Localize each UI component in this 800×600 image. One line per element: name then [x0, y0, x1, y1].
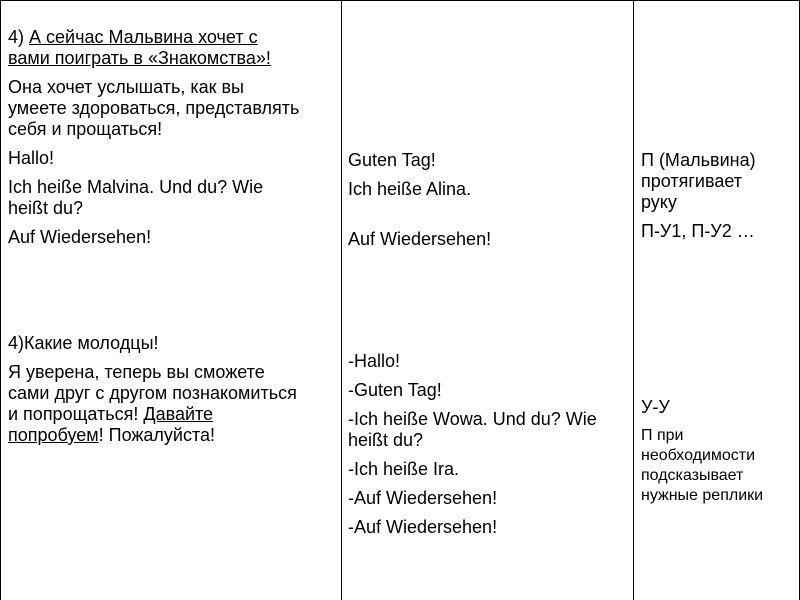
teacher-instruction: Она хочет услышать, как вы умеете здороваться, представлять себя и прощаться! — [8, 77, 300, 139]
student-greeting: Guten Tag! — [348, 150, 436, 170]
interaction-note-block-1 — [641, 150, 796, 242]
table-top-border — [0, 0, 800, 1]
teacher-prompt-note: П при необходимости подсказывает нужные реплики — [641, 427, 764, 504]
pair-practice-instruction — [8, 362, 338, 446]
game-intro-title: А сейчас Мальвина хочет с вами поиграть в «Знакомства»! — [8, 27, 271, 68]
table-left-border — [0, 0, 1, 600]
farewell-line: Auf Wiedersehen! — [8, 227, 152, 247]
dialogue-line: -Auf Wiedersehen! — [348, 488, 498, 508]
introduction-line: Ich heiße Malvina. Und du? Wie heißt du? — [8, 177, 264, 218]
teacher-speech-block-2 — [8, 333, 338, 446]
student-response-block-1 — [348, 150, 630, 250]
dialogue-line: -Guten Tag! — [348, 380, 442, 400]
column-divider-1 — [341, 0, 342, 600]
greeting-line: Hallo! — [8, 148, 55, 168]
dialogue-line: -Auf Wiedersehen! — [348, 517, 498, 537]
interaction-mode-note: У-У — [641, 397, 670, 417]
interaction-note-block-2 — [641, 397, 796, 506]
instruction-text: Я уверена, теперь вы сможете сами друг с другом познакомиться и попрощаться! — [8, 362, 297, 424]
praise-line: 4)Какие молодцы! — [8, 333, 159, 353]
step-number: 4) — [8, 27, 30, 47]
instruction-underlined: Давайте попробуем — [8, 404, 214, 445]
dialogue-line: -Ich heiße Ira. — [348, 459, 460, 479]
teacher-speech-block-1 — [8, 6, 338, 248]
interaction-mode-note: П-У1, П-У2 … — [641, 221, 755, 241]
student-farewell: Auf Wiedersehen! — [348, 229, 492, 249]
column-divider-2 — [633, 0, 634, 600]
dialogue-line: -Ich heiße Wowa. Und du? Wie heißt du? — [348, 409, 597, 450]
student-dialogue-block — [348, 351, 630, 538]
student-introduction: Ich heiße Alina. — [348, 179, 472, 199]
dialogue-line: -Hallo! — [348, 351, 401, 371]
instruction-text-end: ! Пожалуйста! — [98, 425, 216, 445]
teacher-action-note: П (Мальвина) протягивает руку — [641, 150, 756, 212]
